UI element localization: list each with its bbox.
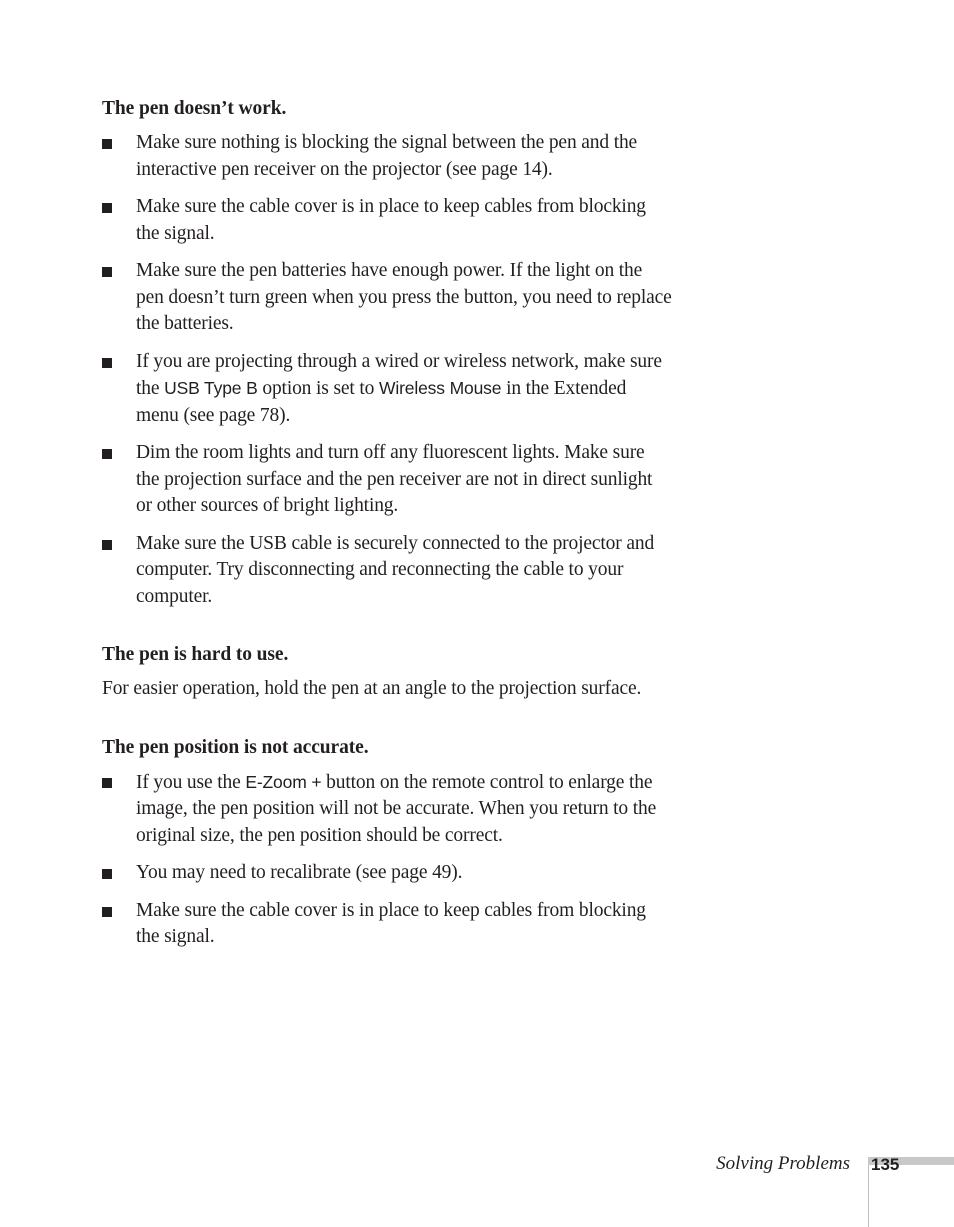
square-bullet-icon (102, 907, 112, 917)
square-bullet-icon (102, 358, 112, 368)
square-bullet-icon (102, 778, 112, 788)
section-pen-hard-to-use (102, 642, 672, 703)
section-heading: The pen position is not accurate. (102, 736, 369, 758)
list-item: Make sure the cable cover is in place to keep cables from blocking the signal. (102, 194, 672, 247)
footer-section-label: Solving Problems (716, 1153, 850, 1174)
square-bullet-icon (102, 869, 112, 879)
paragraph: For easier operation, hold the pen at an angle to the projection surface. (102, 678, 642, 699)
section-pen-position-not-accurate (102, 735, 672, 951)
square-bullet-icon (102, 139, 112, 149)
square-bullet-icon (102, 449, 112, 459)
list-item: If you are projecting through a wired or wireless network, make sure the USB Type B option is set to Wireless Mouse in the Extended menu (see page 78). (102, 349, 672, 430)
list-item: You may need to recalibrate (see page 49). (102, 860, 672, 887)
list-item: Make sure the USB cable is securely connected to the projector and computer. Try disconnecting and reconnecting the cable to your computer. (102, 531, 672, 611)
section-pen-doesnt-work (102, 96, 672, 610)
list-item: Make sure nothing is blocking the signal between the pen and the interactive pen receiver on the projector (see page 14). (102, 130, 672, 183)
bullet-list (102, 130, 672, 610)
square-bullet-icon (102, 203, 112, 213)
list-item: If you use the E-Zoom + button on the remote control to enlarge the image, the pen position will not be accurate. When you return to the original size, the pen position should be correct. (102, 769, 672, 850)
section-heading: The pen doesn’t work. (102, 98, 287, 119)
list-item: Dim the room lights and turn off any fluorescent lights. Make sure the projection surface and the pen receiver are not in direct sunlight or other sources of bright lighting. (102, 440, 672, 520)
list-item: Make sure the cable cover is in place to keep cables from blocking the signal. (102, 898, 672, 951)
menu-value-wireless-mouse: Wireless Mouse (378, 378, 502, 398)
section-heading: The pen is hard to use. (102, 644, 289, 665)
list-item: Make sure the pen batteries have enough power. If the light on the pen doesn’t turn green when you press the button, you need to replace the batteries. (102, 258, 672, 338)
bullet-list (102, 769, 672, 951)
footer-divider (868, 1157, 869, 1227)
page-number: 135 (871, 1155, 900, 1174)
menu-option-usb-type-b: USB Type B (164, 378, 258, 398)
button-name-e-zoom: E-Zoom + (245, 771, 322, 792)
page-content (102, 96, 672, 973)
square-bullet-icon (102, 540, 112, 550)
square-bullet-icon (102, 267, 112, 277)
